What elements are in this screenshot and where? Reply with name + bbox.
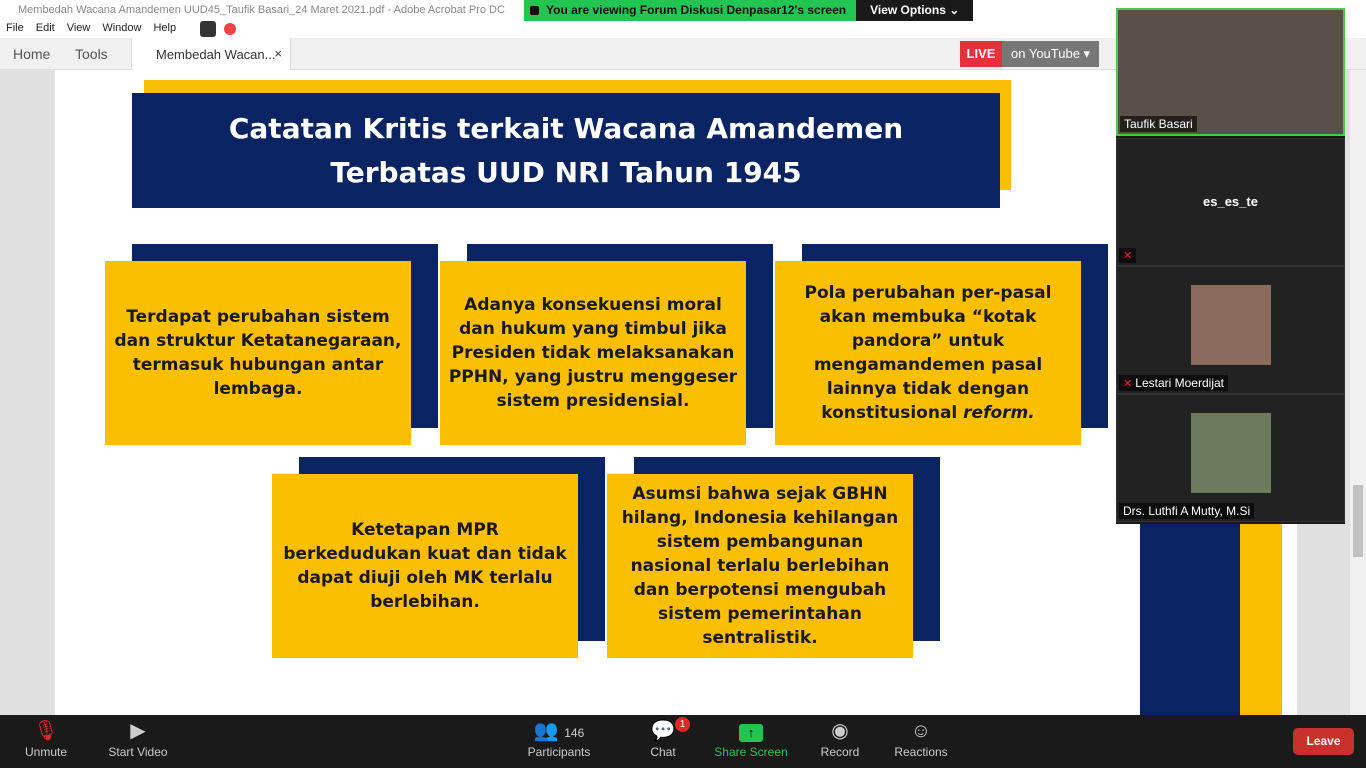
video-tile[interactable] <box>1116 394 1345 522</box>
chat-label: Chat <box>650 745 676 759</box>
point-box: Terdapat perubahan sistem dan struktur Ketatanegaraan, termasuk hubungan antar lembaga. <box>105 261 411 445</box>
reactions-icon: ☺ <box>910 720 932 742</box>
record-label: Record <box>820 745 860 759</box>
point-box: Asumsi bahwa sejak GBHN hilang, Indonesia kehilangan sistem pembangunan nasional terlalu berlebihan dan berpotensi mengubah sistem pemerintahan sentralistik. <box>607 474 913 658</box>
recording-icon <box>224 23 236 35</box>
reactions-button[interactable] <box>890 715 952 768</box>
title-line-2: Terbatas UUD NRI Tahun 1945 <box>330 156 802 189</box>
menu-window[interactable]: Window <box>102 22 142 34</box>
video-panel <box>1116 8 1345 524</box>
video-tile[interactable] <box>1116 138 1345 266</box>
chat-button[interactable] <box>643 715 686 768</box>
menu-help[interactable]: Help <box>153 22 177 34</box>
muted-mic-icon: ✕ <box>1119 248 1136 263</box>
point-box: Ketetapan MPR berkedudukan kuat dan tidak dapat diuji oleh MK terlalu berlebihan. <box>272 474 578 658</box>
slide-decoration <box>1240 524 1282 715</box>
participant-name: es_es_te <box>1203 194 1258 209</box>
scrollbar[interactable] <box>1350 70 1366 715</box>
muted-mic-icon: 🎙 <box>33 720 59 742</box>
video-tile[interactable] <box>1116 8 1345 136</box>
menu-bar <box>6 22 176 34</box>
participant-label <box>1119 375 1228 391</box>
participant-name: Taufik Basari <box>1120 116 1197 132</box>
live-stream-indicator <box>960 41 1099 67</box>
tab-document[interactable] <box>131 38 291 70</box>
view-options-button[interactable]: View Options ⌄ <box>856 0 973 21</box>
point-box: Adanya konsekuensi moral dan hukum yang timbul jika Presiden tidak melaksanakan PPHN, yang justru menggeser sistem presidensial. <box>440 261 746 445</box>
chat-icon: 💬 <box>650 720 676 742</box>
muted-mic-icon: ✕ <box>1123 378 1136 390</box>
participant-count: 146 <box>564 726 585 740</box>
meeting-toolbar <box>0 715 1366 768</box>
share-banner-text: You are viewing Forum Diskusi Denpasar12's screen <box>546 3 847 17</box>
share-banner <box>524 0 856 21</box>
share-screen-button[interactable] <box>713 715 789 768</box>
participants-label: Participants <box>527 745 591 759</box>
scrollbar-thumb[interactable] <box>1353 485 1363 557</box>
menu-view[interactable]: View <box>66 22 91 34</box>
menu-file[interactable]: File <box>6 22 24 34</box>
tab-tools[interactable]: Tools <box>75 46 108 62</box>
share-screen-icon: ↑ <box>713 715 789 745</box>
participants-icon: 👥 146 <box>533 720 585 742</box>
unmute-button[interactable] <box>22 715 70 768</box>
slide-decoration <box>1140 524 1240 715</box>
menu-edit[interactable]: Edit <box>35 22 55 34</box>
reactions-label: Reactions <box>894 745 948 759</box>
video-tile[interactable] <box>1116 266 1345 394</box>
start-video-button[interactable] <box>105 715 171 768</box>
participant-name: Lestari Moerdijat <box>1135 376 1224 390</box>
live-badge: LIVE <box>960 41 1002 67</box>
tab-document-label: Membedah Wacan... <box>156 47 276 62</box>
record-button[interactable] <box>818 715 862 768</box>
chat-badge: 1 <box>675 717 690 732</box>
youtube-live-dropdown[interactable]: on YouTube ▾ <box>1002 41 1099 67</box>
point-box <box>775 261 1081 445</box>
leave-button[interactable]: Leave <box>1293 728 1354 755</box>
point-italic: reform. <box>963 403 1035 423</box>
security-shield-icon[interactable] <box>200 21 216 37</box>
participants-button[interactable] <box>522 715 596 768</box>
speaker-icon <box>530 6 539 15</box>
slide-title <box>132 93 1000 208</box>
share-screen-label: Share Screen <box>714 745 788 759</box>
unmute-label: Unmute <box>24 745 68 759</box>
close-tab-icon[interactable]: × <box>274 46 282 61</box>
window-title: Membedah Wacana Amandemen UUD45_Taufik Basari_24 Maret 2021.pdf - Adobe Acrobat Pro DC <box>18 4 505 16</box>
avatar <box>1191 285 1271 365</box>
start-video-label: Start Video <box>108 745 168 759</box>
title-line-1: Catatan Kritis terkait Wacana Amandemen <box>228 112 904 145</box>
share-bar <box>524 0 973 21</box>
avatar <box>1191 413 1271 493</box>
tab-home[interactable]: Home <box>13 46 51 62</box>
participant-name: Drs. Luthfi A Mutty, M.Si <box>1119 503 1254 519</box>
video-off-icon: ▶ <box>130 720 146 742</box>
point-text: Pola perubahan per-pasal akan membuka “kotak pandora” untuk mengamandemen pasal lainnya tidak dengan konstitusional <box>804 283 1052 423</box>
record-icon: ◉ <box>831 720 849 742</box>
